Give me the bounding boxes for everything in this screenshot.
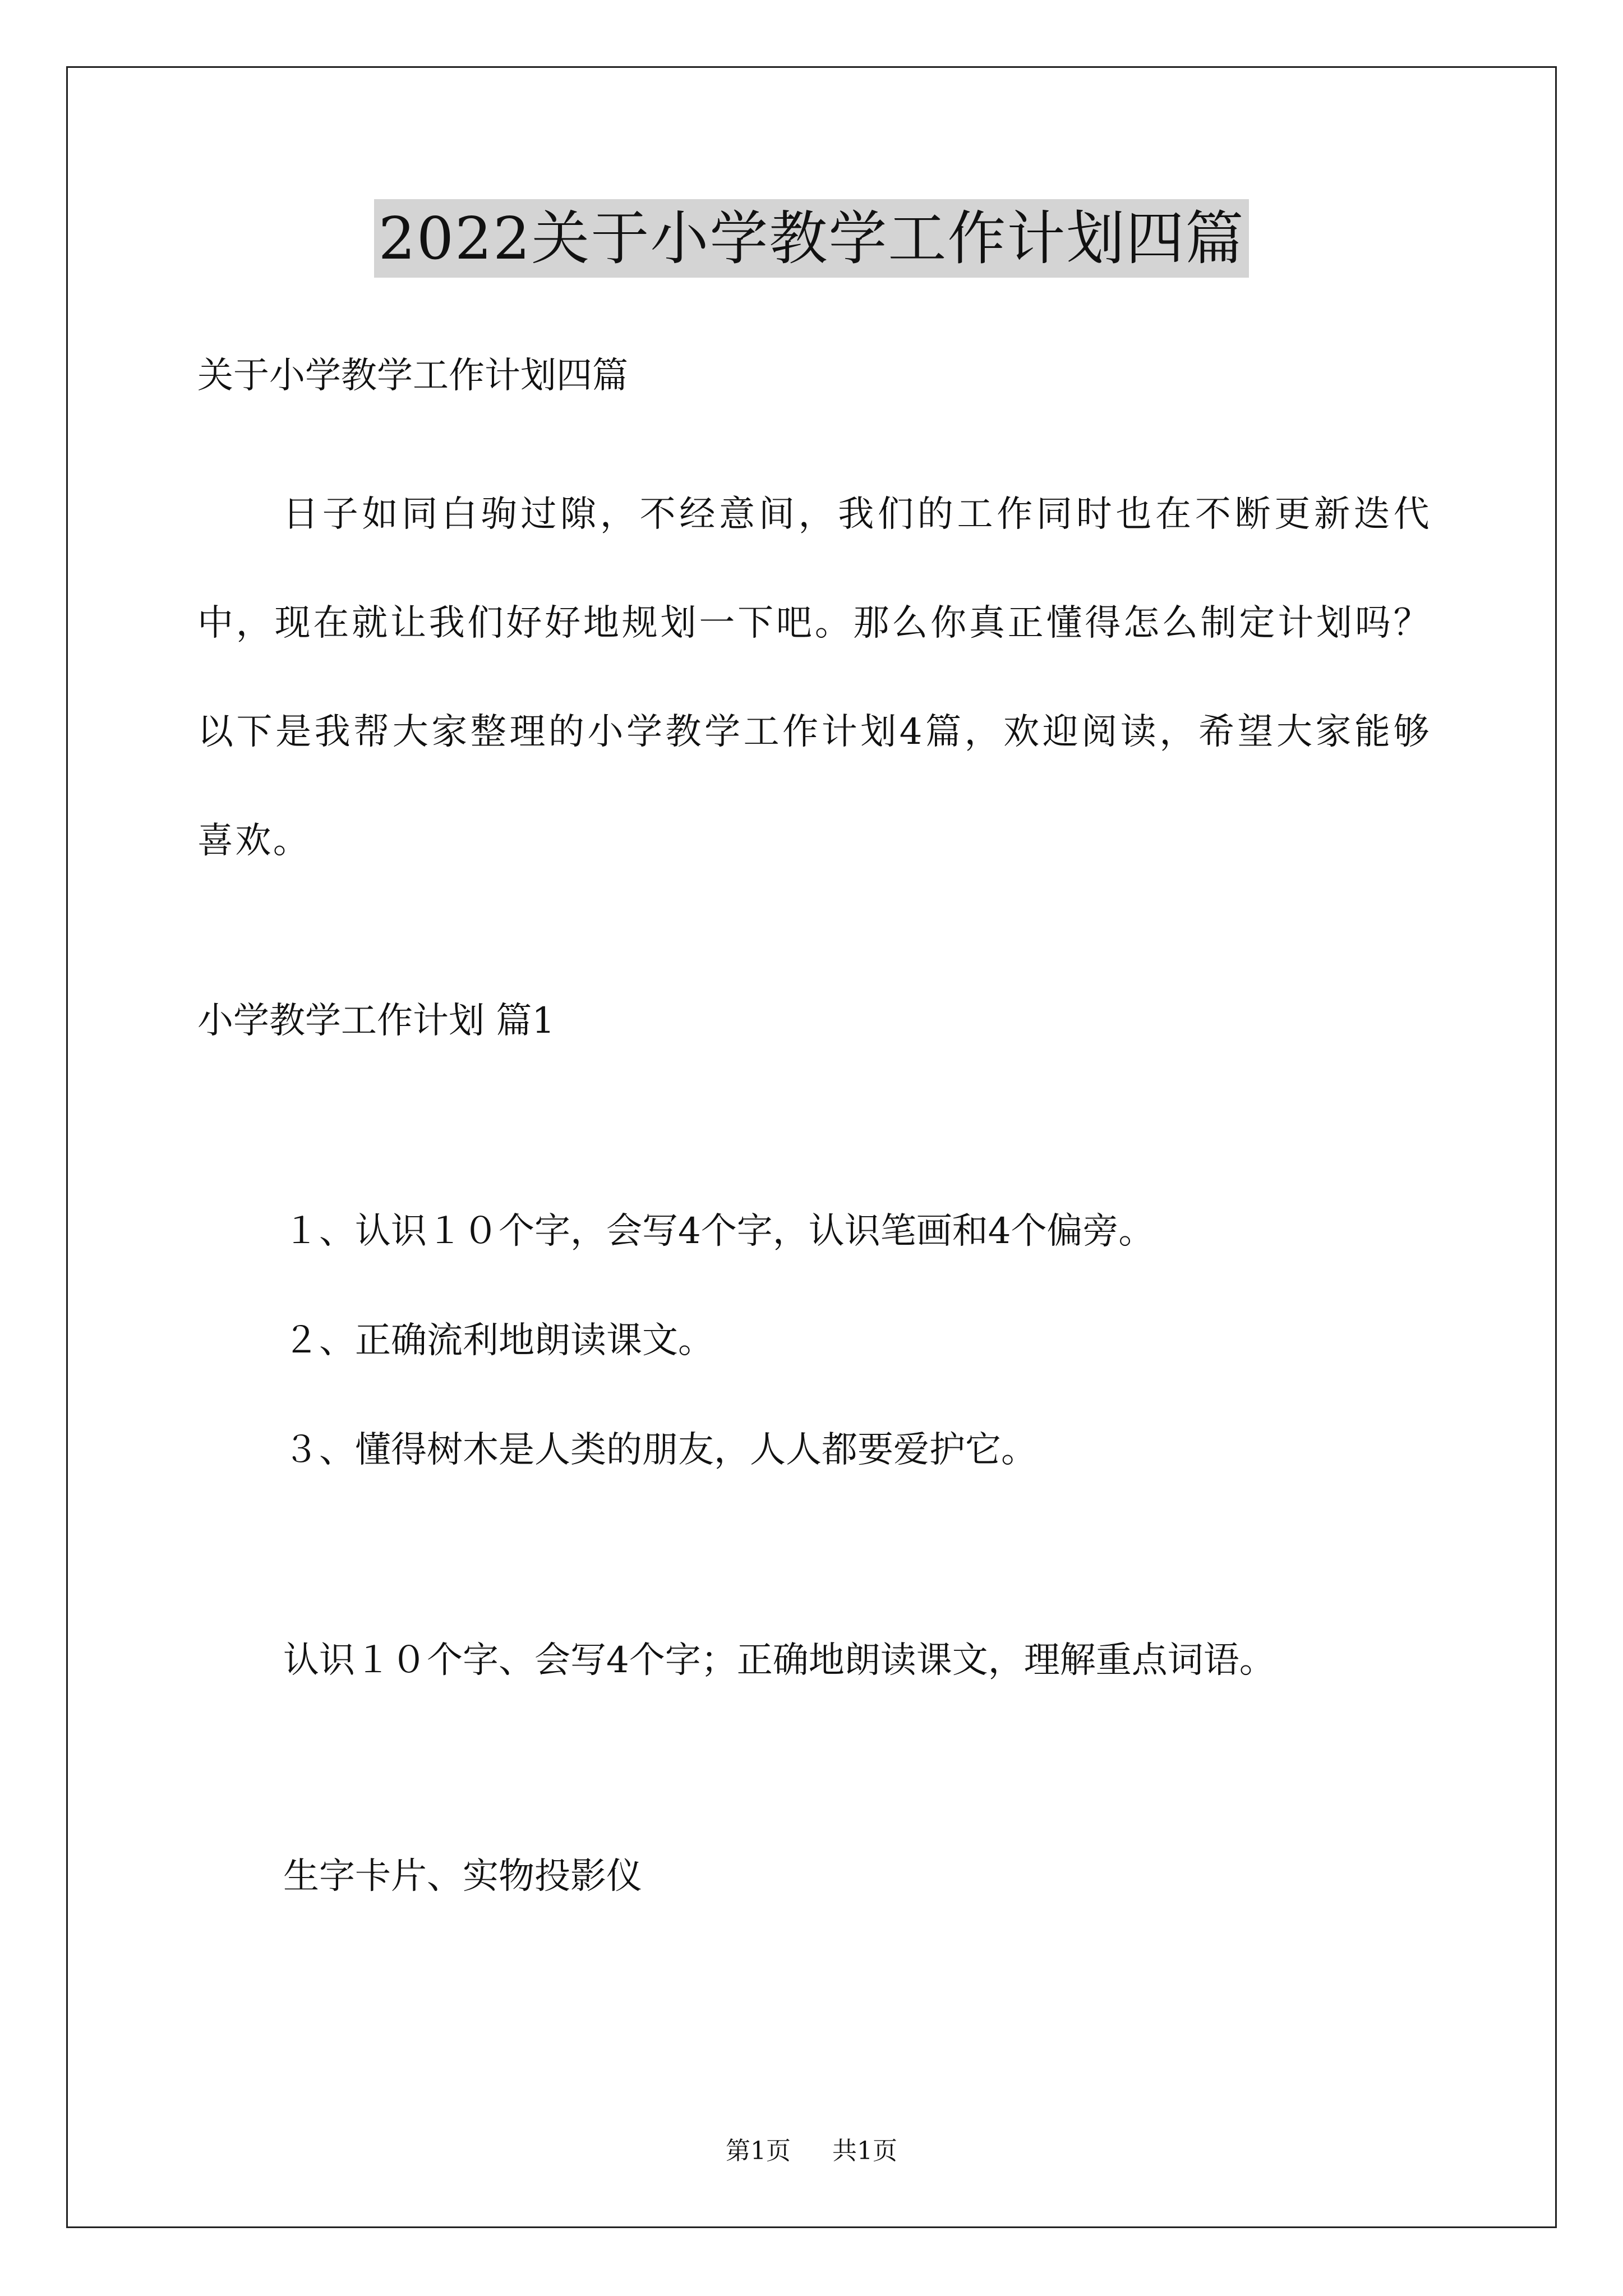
teaching-prep-paragraph: 生字卡片、实物投影仪 [283, 1856, 642, 1897]
page-number-total: 共1页 [832, 2137, 897, 2165]
page-footer [0, 2134, 1623, 2168]
list-item-3: ３、懂得树木是人类的朋友，人人都要爱护它。 [283, 1429, 1037, 1471]
intro-paragraph: 日子如同白驹过隙，不经意间，我们的工作同时也在不断更新迭代中，现在就让我们好好地规划一下吧。那么你真正懂得怎么制定计划吗？以下是我帮大家整理的小学教学工作计划4篇，欢迎阅读，希望大家能够喜欢。 [197, 494, 1431, 862]
page-number-current: 第1页 [726, 2137, 791, 2165]
document-title: 2022关于小学教学工作计划四篇 [374, 199, 1249, 278]
section-heading: 小学教学工作计划 篇1 [197, 1000, 555, 1042]
list-item-2: ２、正确流利地朗读课文。 [283, 1320, 714, 1361]
teaching-goal-paragraph: 认识１０个字、会写4个字；正确地朗读课文，理解重点词语。 [283, 1640, 1275, 1681]
document-subtitle: 关于小学教学工作计划四篇 [197, 355, 628, 397]
list-item-1: １、认识１０个字，会写4个字，认识笔画和4个偏旁。 [283, 1211, 1155, 1252]
document-title-container [0, 199, 1623, 278]
